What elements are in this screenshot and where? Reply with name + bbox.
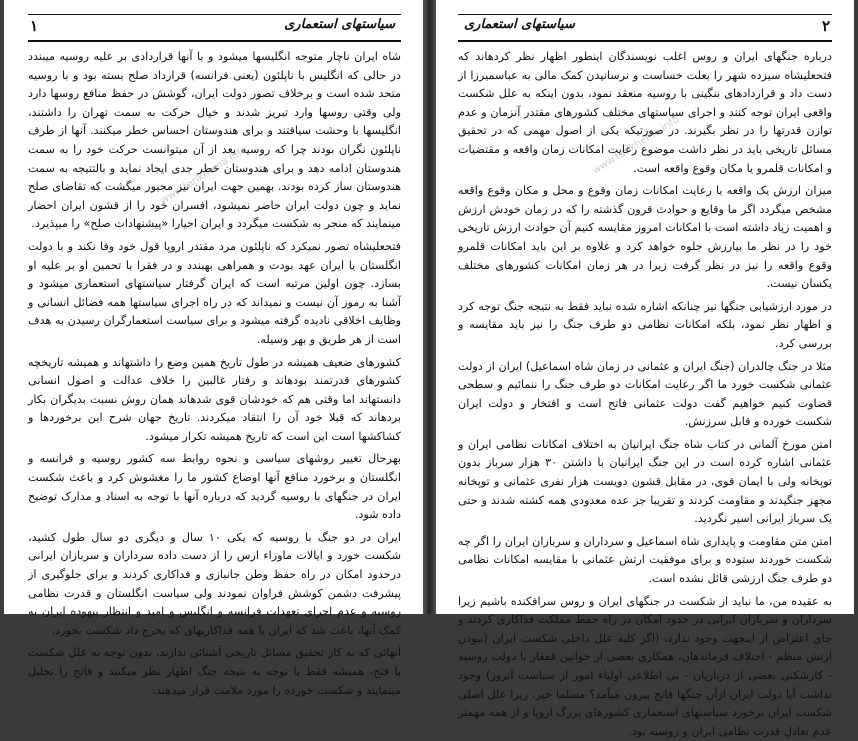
paragraph: بهرحال تغییر روشهای سیاسی و نحوه روابط سه کشور روسیه و فرانسه و انگلستان و برخورد منافع آنها اوضاع کشور ما را مغشوش کرد و باعث شکست ایران در جنگهای با روسیه گردید که درباره آنها با توجه به اسناد و مدارک توضیح داده شود. [28,452,401,522]
book-gutter [423,0,436,614]
paragraph: ایران در دو جنگ با روسیه که یکی ۱۰ سال و دیگری دو سال طول کشید، شکست خورد و ایالات ماوراء ارس را از دست داده سرداران و سربازان ایرانی درحدود امکان در راه حفظ وطن جانبازی و فداکاری کردند و برای جلوگیری از پیشرفت دشمن کوشش فراوان نمودند ولی سیاست انگلستان و قدرت نظامی روسیه و عدم اجرای تعهدات فرانسه و انگلیس و امید و انتظار بیهوده ایران به کمک آنها، باعث شد که ایران با همه فداکاریهای که بخرج داد شکست بخورد. [28,530,401,637]
left-page-header [28,0,401,42]
paragraph: فتحعلیشاه تصور نمیکرد که ناپلئون مرد مقتدر اروپا قول خود وفا نکند و با دولت انگلستان یا ایران عهد بودت و همراهی بهبندد و در فقرا با تحمین او بر علیه او بسازد. چون اولین مرتبه است که ایران گرفتار سیاستهای استعماری میشود و آشنا به رموز آن نیست و نمیداند که در راه اجرای سیاستها همه فضائل انسانی و وظایف اخلاقی نادیده گرفته میشود و برای سیاست استعمارگران رسیدن به هدف است از هر طریق و بهر وسیله. [28,239,401,346]
paragraph: شاه ایران ناچار متوجه انگلیسها میشود و با آنها قراردادی بر علیه روسیه میبندد در حالی که انگلیس با ناپلئون (یعنی فرانسه) قرارداد صلح بسته بود و با روسیه متحد شده است و برخلاف تصور دولت ایران، گوشش در حفظ منافع روسها دارد ولی وقتی روسها وارد تبریز شدند و خیال حرکت به سمت تهران را داشتند، انگلیسها با وحشت سیافتند و برای هندوستان احساس خطر میکنند. آنها از طرف ناپلئون نگران بودند چرا که روسیه بعد از آن میتوانست حرکت خود را به سمت هندوستان ادامه دهد و برای هندوستان خطر جدی ایجاد نماید و بالتتیجه به سمت هندوستان ساز کرده بودند. بهمین جهت ایران نیز مجبور میگشت که تقاضای صلح نماید و چون دولت ایران حاضر نمیشود، افسران خود را از قشون ایران احضار مینمایند که منجر به شکست میگردد و ایران احیارا «پیشنهادات صلح» را میپذیرد. [28,50,401,231]
page-number: ۲ [821,17,830,35]
page-number: ۱ [30,17,39,35]
paragraph: آنهائی که به کار تحقیق مسائل تاریخی آشنائی ندارند، بدون توجه به علل شکست یا فتح، همیشه فقط با توجه به نتیجه جنگ اظهار نظر میکنند و فاتح را تجلیل مینمایند و شکست خورده را مورد ملامت قرار میدهند. [28,646,401,697]
running-title: سیاستهای استعماری [284,17,395,32]
paragraph: در مورد ارزشیابی جنگها نیز چنانکه اشاره شده نباید فقط به نتیجه جنگ توجه کرد و اظهار نظر نمود، بلکه امکانات نظامی دو طرف جنگ را نیز باید مقایسه و بررسی کرد. [458,299,832,350]
right-page [436,0,854,738]
paragraph: امتن مورخ آلمانی در کتاب شاه جنگ ایرانیان به اختلاف امکانات نظامی ایران و عثمانی اشاره کرده است در این جنگ ایرانیان با داشتن ۳۰ هزار سرباز بدون توپخانه ولی با ایمان قوی، در مقابل قشون دویست هزار نفری عثمانی و توپخانه مجهز جنگیدند و مقاومت کردند و تقریبا جز عده معدودی همه کشته شدند و حتی یک سرباز ایرانی اسیر نگردید. [458,437,832,526]
left-page [4,0,423,697]
left-page-body [28,48,401,700]
header-rule [28,14,401,15]
paragraph: امتن متن مقاومت و پایداری شاه اسماعیل و سرداران و سربازان ایران را اگر چه شکست خوردند ستوده و برای موفقیت ارتش عثمانی با مقایسه امکانات نظامی دو طرف جنگ ارزشی قائل نشده است. [458,534,832,586]
watermark: www.tarikhema.info [590,114,682,177]
running-title: سیاستهای استعماری [464,17,575,32]
watermark: www.tarikhema.info [158,144,250,207]
right-page-header [458,0,832,42]
paragraph: درباره جنگهای ایران و روس اغلب نویسندگان اینطور اظهار نظر کردهاند که فتحعلیشاه سیزده شهر را بعلت خساست و نرسانیدن کمک مالی به عباسمیرزا از دست داد و قراردادهای ننگینی با روسیه منعقد نمود، بدون اینکه به علل شکست واقعی ایران توجه کنند و اجرای سیاستهای مختلف کشورهای مقتدر آنزمان و عدم توازن قدرتها را در نظر بگیرند. در صورتیکه یکی از اصول مهمی که در تحقیق مسائل تاریخی باید در نظر داشت موضوع رعایت امکانات زمان واقعه و مقتضیات و امکانات قلمرو یا مکان وقوع واقعه است. [458,50,832,175]
paragraph: مثلا در جنگ چالدران (جنگ ایران و عثمانی در زمان شاه اسماعیل) ایران از دولت عثمانی شکست خورد ما اگر رعایت امکانات دو طرف جنگ را ننمائیم و سطحی قضاوت کنیم خواهیم گفت دولت عثمانی فاتح است و افتخار و دولت ایران شکست خورده و قابل سرزنش. [458,359,832,429]
paragraph: میزان ارزش یک واقعه با رعایت امکانات زمان وقوع و محل و مکان وقوع واقعه مشخص میگردد اگر ما وقایع و حوادث قرون گذشته را که در زمان خودش ارزش و اهمیت زیاد داشته است با امکانات امروز مقایسه کنیم آن حوادث ارزش تاریخی خود را در نظر ما بیارزش جلوه خواهد کرد و علاوه بر این باید امکانات قلمرو وقوع واقعه را نیز در نظر گرفت زیرا در هر زمان امکانات کشورهای مختلف یکسان نیست. [458,184,832,291]
header-rule [458,14,832,15]
paragraph: به عقیده من، ما نباید از شکست در جنگهای ایران و روس سرافکنده باشیم زیرا سرداران و سربازان ایرانی در حدود امکان در راه حفظ مملکت فداکاری کردند و جای اعتراض از اینجهت وجود ندارد، (اگر کلیه علل داخلی شکست ایران (نبودن ارتش منظم - اختلاف فرماندهان، همکاری بعضی از خوانین قفقاز با دولت روسیه - کارشکنی بعضی از درباریان - بی اطلاعی اولیاء امور از سیاست آنروز) وجود نداشت آیا دولت ایران ازآن جنگها فاتح بیرون میآمد؟ مسلما خیر، زیرا علل اصلی شکست ایران برخورد سیاستهای استعماری کشورهای بزرگ اروپا و از همه مهمتر عدم تعادل قدرت نظامی ایران و روسیه بود. [458,594,832,738]
right-page-body [458,48,832,741]
paragraph: کشورهای ضعیف همیشه در طول تاریخ همین وضع را داشتهاند و همیشه تاریخچه کشورهای قدرتمند بودهاند و رفتار غالبین را خلاف عدالت و اصول انسانی دانستهاند اما وقتی هم که خودشان قوی شدهاند همان روش نسبت بدیگران بکار بردهاند که قبلا خود آن را انتقاد میکردند. تاریخ جهان شرح این برخوردها و کشاکشها است این است که تاریخ همیشه تکرار میشود. [28,355,401,443]
